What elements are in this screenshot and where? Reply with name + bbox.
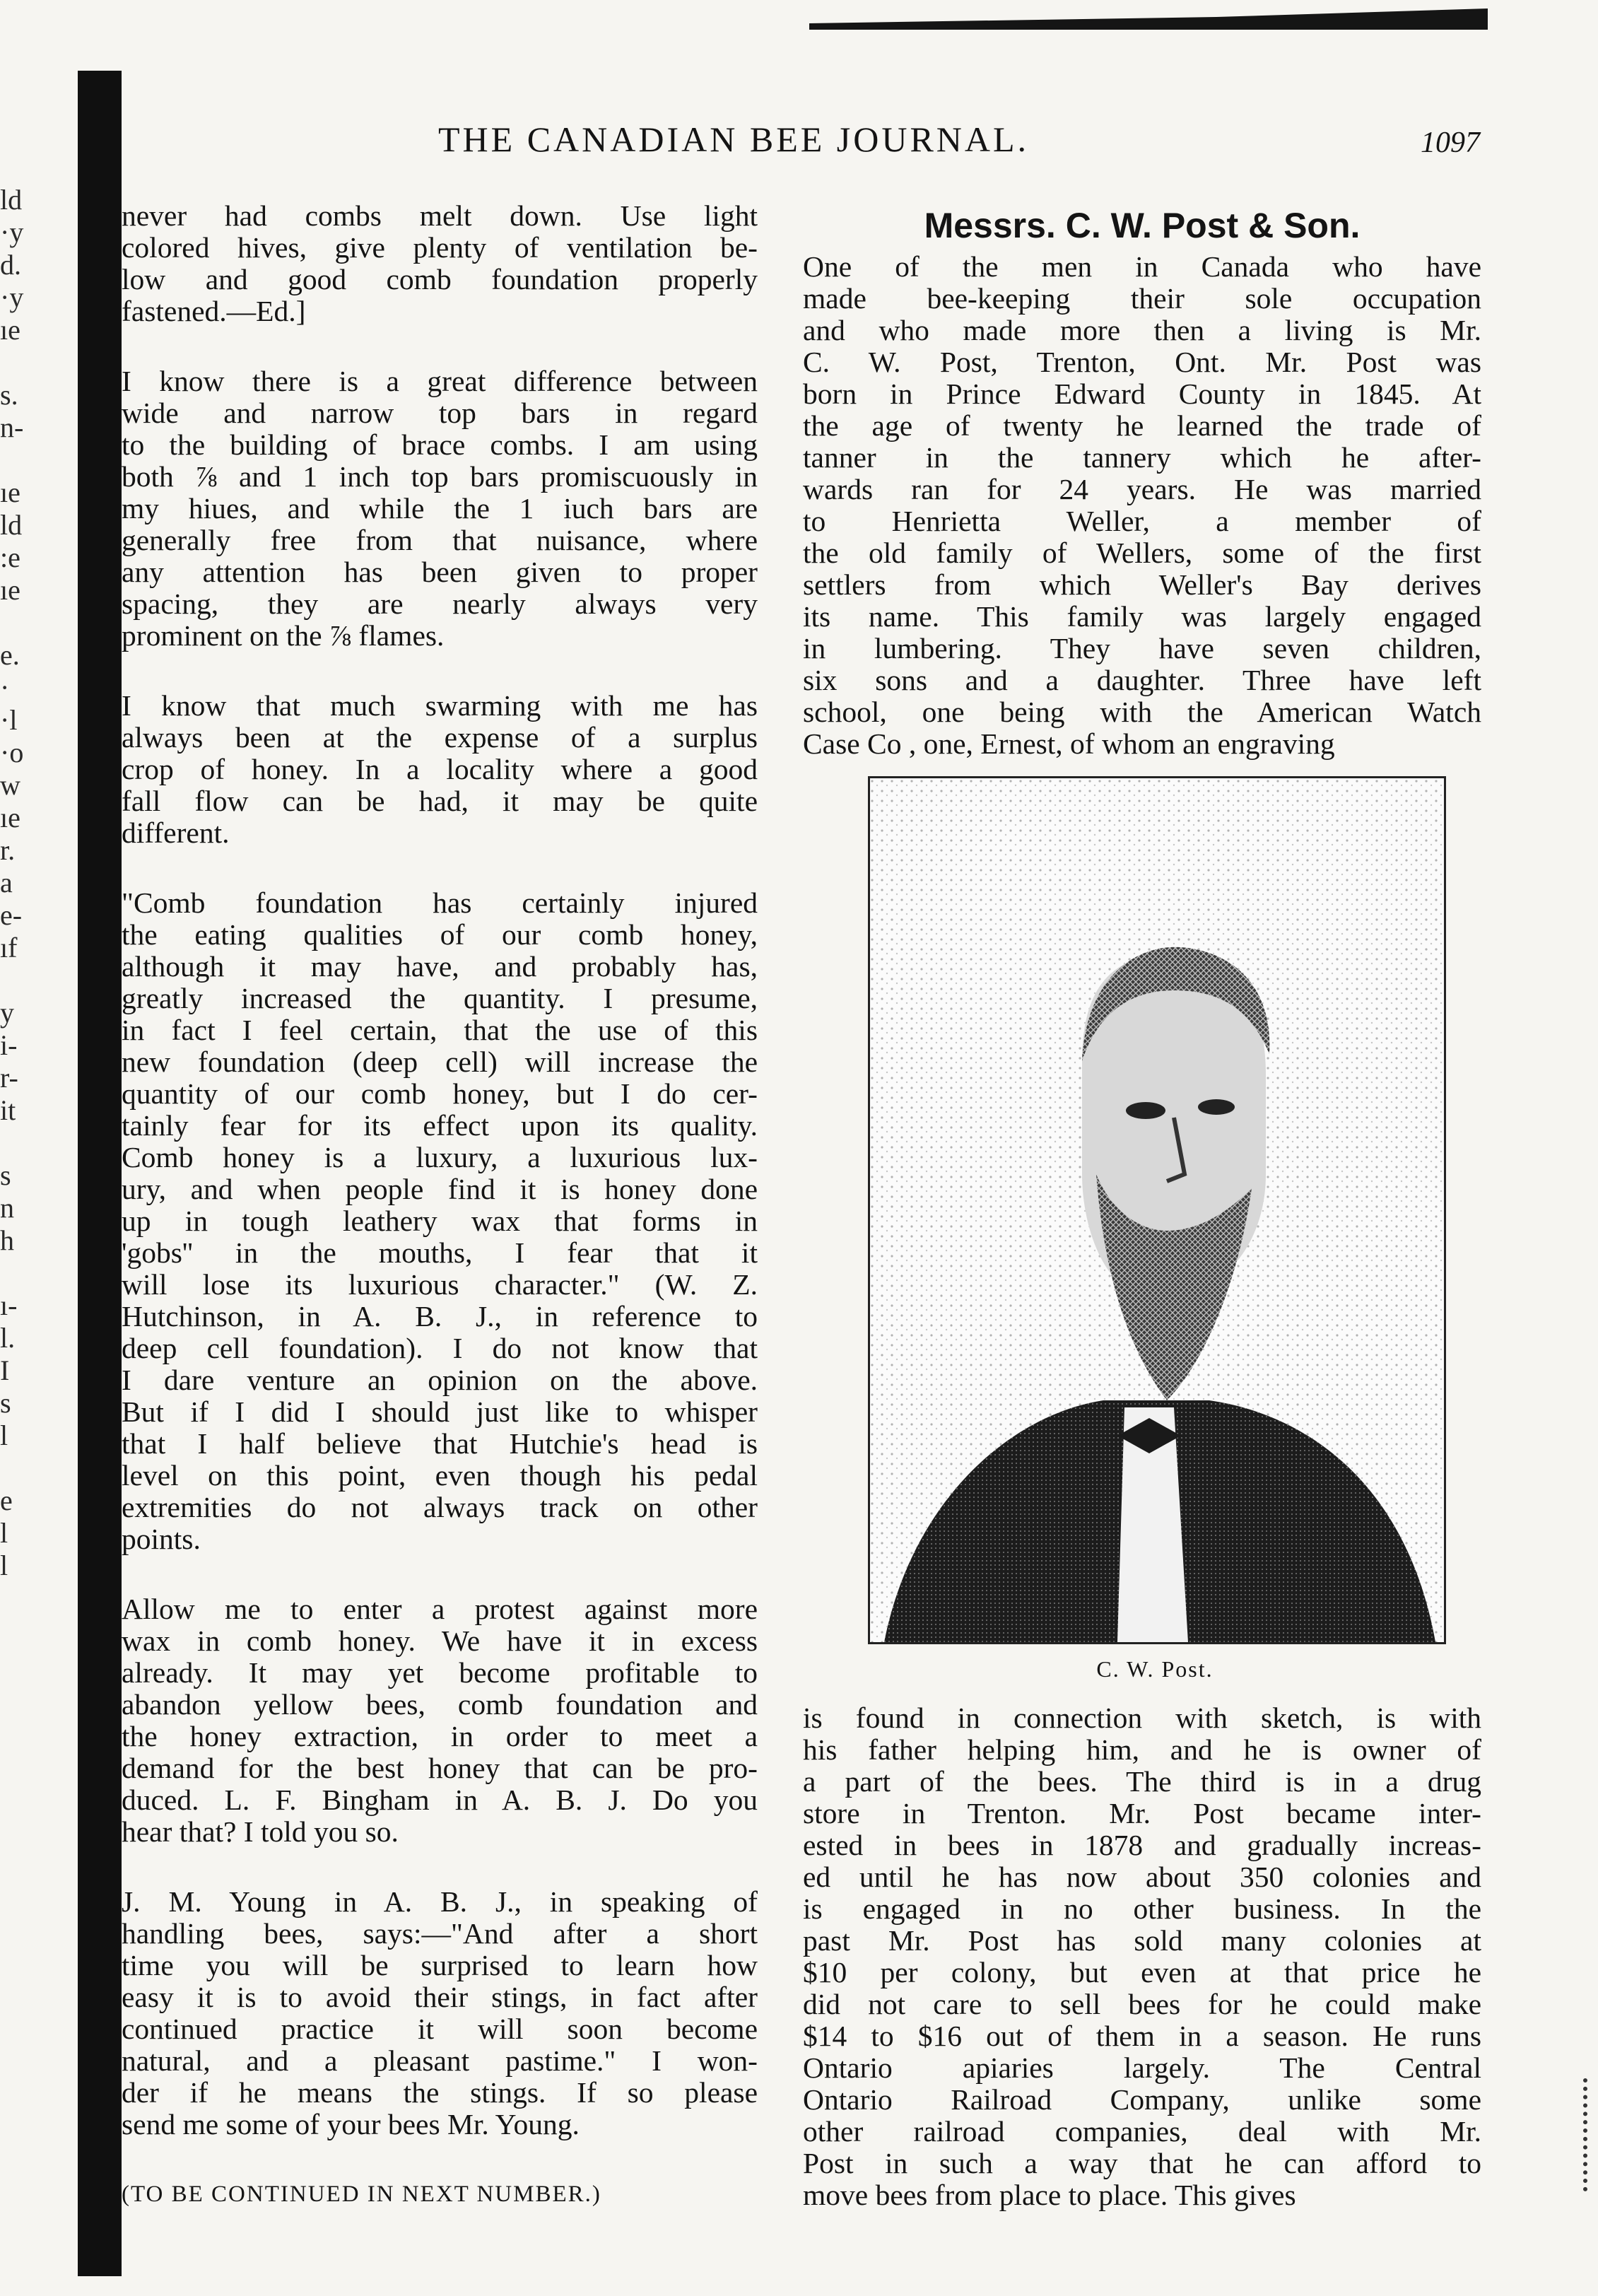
bleed-fragment [0, 1712, 67, 1745]
bleed-fragment: ·o [0, 737, 24, 768]
bleed-fragment: a [0, 867, 13, 898]
text-line: other railroad companies, deal with Mr. [803, 2115, 1481, 2148]
text-line: One of the men in Canada who have [803, 250, 1481, 283]
bleed-fragment [0, 964, 67, 997]
bleed-fragment: h [0, 1224, 14, 1256]
text-line: low and good comb foundation properly [122, 263, 758, 295]
text-line: I know there is a great difference between [122, 365, 758, 397]
facing-page-bleed [0, 184, 67, 2092]
text-line: But if I did I should just like to whisper [122, 1395, 758, 1428]
text-line: in lumbering. They have seven children, [803, 632, 1481, 664]
bleed-fragment [0, 444, 67, 476]
bleed-fragment: i- [0, 1029, 18, 1061]
bleed-fragment: e [0, 1484, 13, 1516]
binding-gutter-shadow [78, 71, 122, 2276]
text-line: its name. This family was largely engaged [803, 600, 1481, 633]
text-line: wide and narrow top bars in regard [122, 397, 758, 429]
text-line: made bee-keeping their sole occupation [803, 282, 1481, 315]
bleed-fragment: l [0, 1517, 8, 1549]
text-line: his father helping him, and he is owner of [803, 1733, 1481, 1766]
scan-top-rule [809, 8, 1488, 30]
bleed-fragment: s [0, 1387, 11, 1419]
text-line: always been at the expense of a surplus [122, 721, 758, 754]
bleed-fragment: y [0, 997, 14, 1029]
text-line: store in Trenton. Mr. Post became inter- [803, 1797, 1481, 1829]
text-line: Post in such a way that he can afford to [803, 2147, 1481, 2179]
text-line: fastened.—Ed.] [122, 295, 306, 327]
scan-edge-dots [1583, 2078, 1593, 2191]
bleed-fragment [0, 1452, 67, 1484]
text-line: to Henrietta Weller, a member of [803, 505, 1481, 537]
text-line: wax in comb honey. We have it in excess [122, 1624, 758, 1657]
text-line: I know that much swarming with me has [122, 689, 758, 722]
bleed-fragment: it [0, 1094, 16, 1126]
bleed-fragment: ·y [0, 281, 24, 313]
bleed-fragment: l. [0, 1322, 16, 1354]
text-line: level on this point, even though his pedal [122, 1459, 758, 1492]
running-header: THE CANADIAN BEE JOURNAL. [438, 119, 1030, 159]
text-line: both ⅞ and 1 inch top bars promiscuously in [122, 460, 758, 493]
text-line: spacing, they are nearly always very [122, 587, 758, 620]
text-line: already. It may yet become profitable to [122, 1656, 758, 1689]
bleed-fragment: ıe [0, 574, 20, 606]
text-line: a part of the bees. The third is in a drug [803, 1765, 1481, 1798]
bleed-fragment [0, 607, 67, 639]
text-line: to the building of brace combs. I am using [122, 428, 758, 461]
bleed-fragment: e- [0, 899, 23, 931]
text-line: Hutchinson, in A. B. J., in reference to [122, 1300, 758, 1332]
bleed-fragment: :e [0, 541, 20, 573]
bleed-fragment: I [0, 1354, 10, 1386]
text-line: different. [122, 816, 230, 849]
bleed-fragment: n [0, 1192, 14, 1224]
bleed-fragment: ·y [0, 216, 24, 248]
text-line: demand for the best honey that can be pro- [122, 1752, 758, 1784]
text-line: past Mr. Post has sold many colonies at [803, 1924, 1481, 1957]
text-line: is found in connection with sketch, is with [803, 1702, 1481, 1734]
text-line: I dare venture an opinion on the above. [122, 1364, 758, 1396]
bleed-fragment: · [0, 672, 10, 703]
text-line: settlers from which Weller's Bay derives [803, 568, 1481, 601]
text-line: new foundation (deep cell) will increase the [122, 1046, 758, 1078]
text-line: $14 to $16 out of them in a season. He runs [803, 2020, 1481, 2052]
text-line: deep cell foundation). I do not know that [122, 1332, 758, 1364]
text-line: school, one being with the American Watch [803, 696, 1481, 728]
bleed-fragment: ld [0, 509, 23, 541]
bleed-fragment [0, 1257, 67, 1289]
text-line: send me some of your bees Mr. Young. [122, 2108, 580, 2140]
text-line: ed until he has now about 350 colonies and [803, 1861, 1481, 1893]
text-line: crop of honey. In a locality where a good [122, 753, 758, 785]
text-line: natural, and a pleasant pastime." I won- [122, 2044, 758, 2077]
text-line: in fact I feel certain, that the use of this [122, 1014, 758, 1046]
paragraph [122, 887, 758, 1555]
text-line: time you will be surprised to learn how [122, 1949, 758, 1981]
text-line: the age of twenty he learned the trade of [803, 409, 1481, 442]
text-line: wards ran for 24 years. He was married [803, 473, 1481, 505]
text-line: points. [122, 1523, 201, 1555]
text-line: ested in bees in 1878 and gradually increas- [803, 1829, 1481, 1861]
bleed-fragment: ıe [0, 476, 20, 508]
bleed-fragment: s [0, 1159, 11, 1191]
text-line: Allow me to enter a protest against more [122, 1593, 758, 1625]
portrait-illustration [870, 778, 1444, 1642]
text-line: tainly fear for its effect upon its quality. [122, 1109, 758, 1142]
text-line: up in tough leathery wax that forms in [122, 1205, 758, 1237]
text-line: did not care to sell bees for he could make [803, 1988, 1481, 2020]
left-column [122, 200, 758, 2249]
bleed-fragment: ıe [0, 314, 20, 346]
bleed-fragment: l [0, 1550, 8, 1581]
bleed-fragment: ı- [0, 1289, 18, 1321]
bleed-fragment: s. [0, 379, 18, 411]
paragraph [122, 365, 758, 652]
bleed-fragment: ·l [0, 704, 18, 736]
bleed-fragment: ıf [0, 932, 18, 964]
bleed-fragment [0, 1647, 67, 1680]
text-line: although it may have, and probably has, [122, 950, 758, 983]
text-line: J. M. Young in A. B. J., in speaking of [122, 1885, 758, 1918]
text-line: that I half believe that Hutchie's head is [122, 1427, 758, 1460]
text-line: never had combs melt down. Use light [122, 199, 758, 232]
right-column-top [803, 251, 1481, 760]
portrait-caption: C. W. Post. [1096, 1656, 1214, 1682]
bleed-fragment: w [0, 769, 20, 801]
text-line: colored hives, give plenty of ventilation be- [122, 231, 758, 264]
text-line: fall flow can be had, it may be quite [122, 785, 758, 817]
bleed-fragment: r. [0, 834, 16, 866]
text-line: greatly increased the quantity. I presume, [122, 982, 758, 1014]
bleed-fragment: r- [0, 1062, 18, 1094]
text-line: and who made more then a living is Mr. [803, 314, 1481, 346]
bleed-fragment: n- [0, 411, 24, 443]
bleed-fragment: l [0, 1419, 8, 1451]
text-line: any attention has been given to proper [122, 556, 758, 588]
bleed-fragment: ld [0, 184, 23, 216]
text-line: C. W. Post, Trenton, Ont. Mr. Post was [803, 346, 1481, 378]
text-line: duced. L. F. Bingham in A. B. J. Do you [122, 1784, 758, 1816]
paragraph [122, 1886, 758, 2140]
text-line: $10 per colony, but even at that price he [803, 1956, 1481, 1988]
text-line: easy it is to avoid their stings, in fact after [122, 1981, 758, 2013]
text-line: the honey extraction, in order to meet a [122, 1720, 758, 1752]
text-line: the eating qualities of our comb honey, [122, 918, 758, 951]
bleed-fragment: e. [0, 639, 20, 671]
portrait-engraving [868, 776, 1446, 1644]
text-line: continued practice it will soon become [122, 2013, 758, 2045]
article-title: Messrs. C. W. Post & Son. [924, 206, 1361, 245]
text-line: Ontario apiaries largely. The Central [803, 2051, 1481, 2084]
text-line: quantity of our comb honey, but I do cer- [122, 1077, 758, 1110]
text-line: is engaged in no other business. In the [803, 1892, 1481, 1925]
bleed-fragment [0, 1582, 67, 1615]
right-column-bottom [803, 1702, 1481, 2211]
bleed-fragment [0, 1127, 67, 1159]
bleed-fragment [0, 1680, 67, 1712]
bleed-fragment [0, 1615, 67, 1647]
page-number: 1097 [1421, 127, 1480, 159]
text-line: tanner in the tannery which he after- [803, 441, 1481, 474]
text-line: "Comb foundation has certainly injured [122, 886, 758, 919]
text-line: move bees from place to place. This gives [803, 2179, 1296, 2211]
text-line: der if he means the stings. If so please [122, 2076, 758, 2109]
text-line: six sons and a daughter. Three have left [803, 664, 1481, 696]
text-line: will lose its luxurious character." (W. Z. [122, 1268, 758, 1301]
bleed-fragment: d. [0, 249, 21, 281]
bleed-fragment: ıe [0, 802, 20, 833]
paragraph [122, 690, 758, 849]
text-line: generally free from that nuisance, where [122, 524, 758, 556]
text-line: extremities do not always track on other [122, 1491, 758, 1523]
continued-note: (TO BE CONTINUED IN NEXT NUMBER.) [122, 2181, 601, 2207]
text-line: abandon yellow bees, comb foundation and [122, 1688, 758, 1721]
text-line: Ontario Railroad Company, unlike some [803, 2083, 1481, 2116]
text-line: the old family of Wellers, some of the first [803, 537, 1481, 569]
text-line: hear that? I told you so. [122, 1815, 399, 1848]
text-line: Comb honey is a luxury, a luxurious lux- [122, 1141, 758, 1173]
text-line: Case Co , one, Ernest, of whom an engraving [803, 727, 1335, 760]
text-line: handling bees, says:—"And after a short [122, 1917, 758, 1950]
text-line: my hiues, and while the 1 iuch bars are [122, 492, 758, 525]
bleed-fragment [0, 346, 67, 379]
text-line: born in Prince Edward County in 1845. At [803, 377, 1481, 410]
text-line: ury, and when people find it is honey done [122, 1173, 758, 1205]
paragraph [122, 1593, 758, 1848]
text-line: prominent on the ⅞ flames. [122, 619, 445, 652]
text-line: 'gobs'' in the mouths, I fear that it [122, 1236, 758, 1269]
paragraph [122, 200, 758, 327]
